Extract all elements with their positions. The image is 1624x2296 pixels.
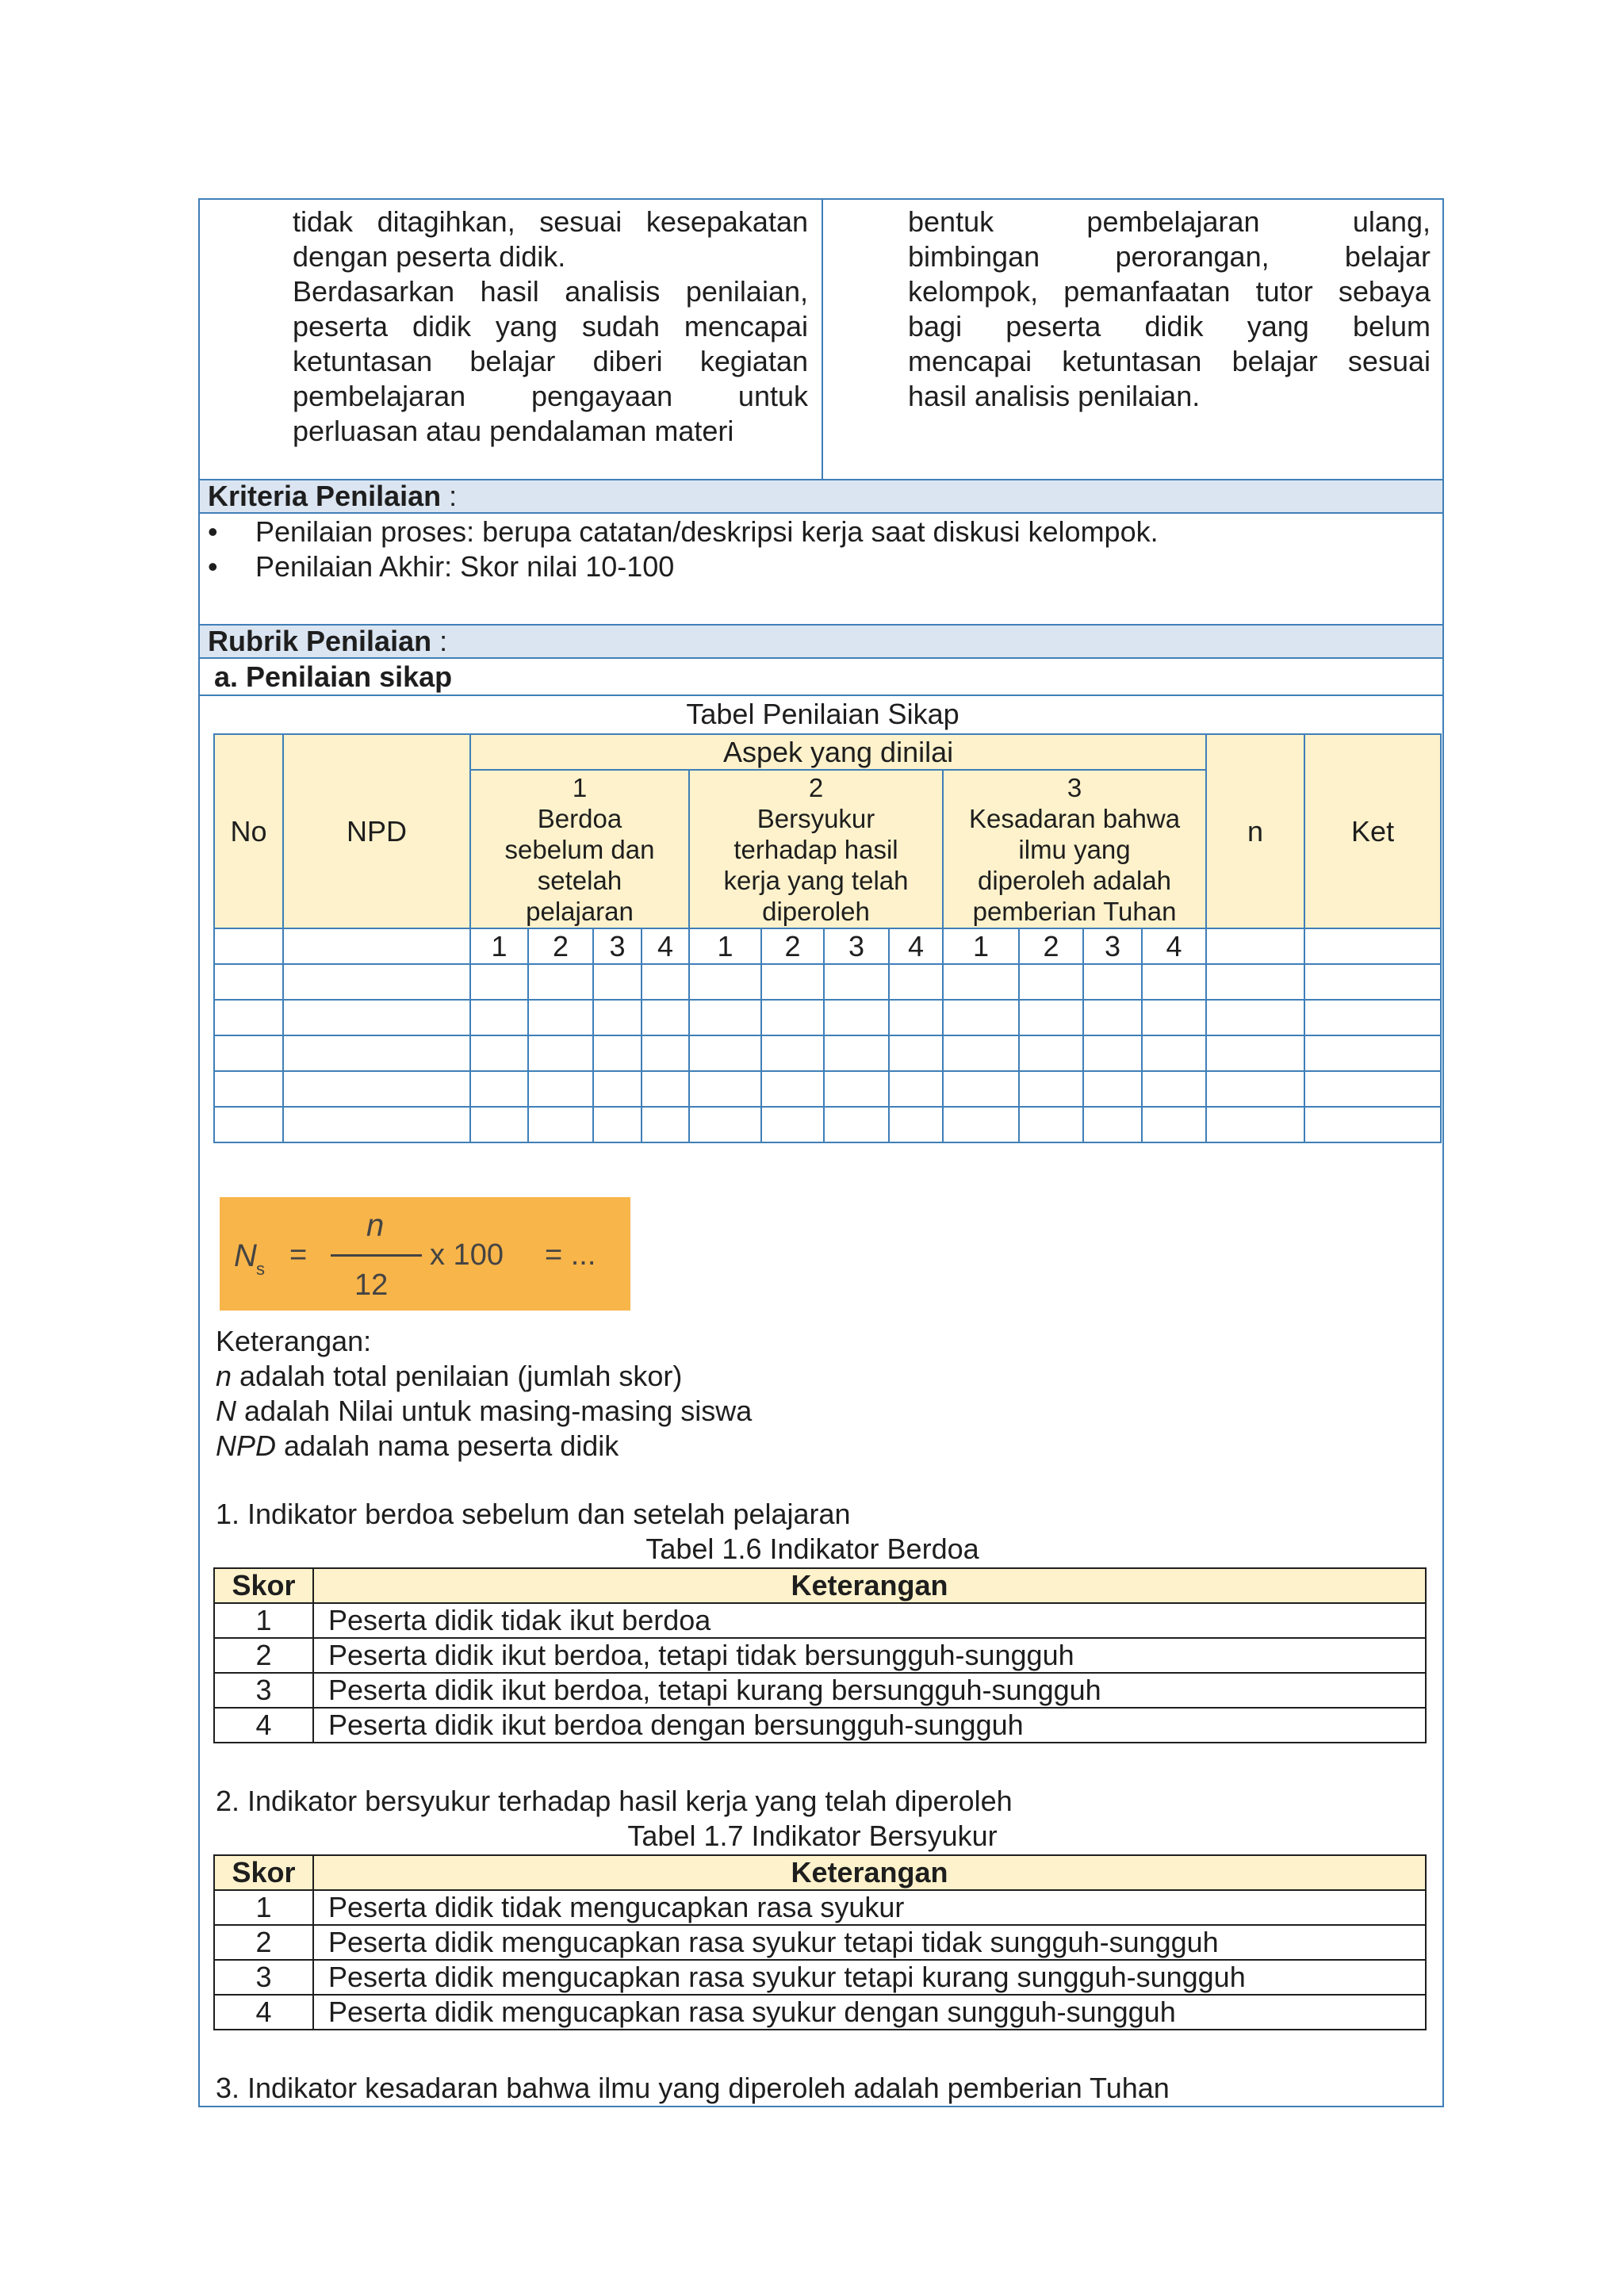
list-item: • Penilaian proses: berupa catatan/deskripsi kerja saat diskusi kelompok. <box>208 515 1159 548</box>
sikap-table <box>213 733 1442 1143</box>
aspect-1-header: 1 Berdoa sebelum dan setelah pelajaran <box>470 770 689 928</box>
indicator-1-table-title: Tabel 1.6 Indikator Berdoa <box>645 1533 979 1565</box>
right-column-text <box>908 205 1431 414</box>
col-ket: Ket <box>1304 734 1441 928</box>
indicator-bersyukur-table <box>213 1854 1427 2030</box>
table-row: 4 Peserta didik ikut berdoa dengan bersungguh-sungguh <box>214 1708 1426 1743</box>
bullet-icon: • <box>208 515 218 548</box>
column-divider <box>822 200 823 479</box>
formula-numerator: n <box>366 1208 385 1243</box>
left-line: Berdasarkan hasil analisis penilaian, <box>293 275 808 308</box>
formula-lhs-sub: s <box>256 1259 265 1279</box>
table-row: 4 Peserta didik mengucapkan rasa syukur dengan sungguh-sungguh <box>214 1995 1426 2030</box>
col-keterangan: Keterangan <box>313 1855 1426 1890</box>
table-row <box>214 1071 1441 1107</box>
right-line: bentuk pembelajaran ulang, <box>908 205 1431 238</box>
kriteria-colon: : <box>441 480 458 512</box>
indicator-2-table-title: Tabel 1.7 Indikator Bersyukur <box>627 1820 998 1852</box>
table-row <box>214 1035 1441 1071</box>
right-line: bimbingan perorangan, belajar <box>908 240 1431 273</box>
col-n: n <box>1206 734 1304 928</box>
left-line: perluasan atau pendalaman materi <box>293 415 734 447</box>
table-header-row <box>214 1855 1426 1890</box>
left-line: tidak ditagihkan, sesuai kesepakatan <box>293 205 808 238</box>
right-line: bagi peserta didik yang belum <box>908 310 1431 342</box>
right-line: hasil analisis penilaian. <box>908 380 1201 412</box>
left-line: dengan peserta didik. <box>293 240 566 273</box>
kriteria-list <box>208 515 1429 584</box>
right-line: kelompok, pemanfaatan tutor sebaya <box>908 275 1431 308</box>
fraction-bar <box>331 1254 422 1257</box>
table-row: 2 Peserta didik ikut berdoa, tetapi tidak bersungguh-sungguh <box>214 1638 1426 1673</box>
col-no: No <box>214 734 283 928</box>
keterangan-line: n adalah total penilaian (jumlah skor) <box>216 1360 683 1392</box>
aspect-2-header: 2 Bersyukur terhadap hasil kerja yang telah diperoleh <box>689 770 943 928</box>
sikap-table-title: Tabel Penilaian Sikap <box>686 698 959 730</box>
aspect-3-header: 3 Kesadaran bahwa ilmu yang diperoleh adalah pemberian Tuhan <box>943 770 1206 928</box>
indicator-3-heading: 3. Indikator kesadaran bahwa ilmu yang diperoleh adalah pemberian Tuhan <box>216 2072 1170 2104</box>
right-line: mencapai ketuntasan belajar sesuai <box>908 345 1431 377</box>
formula-equals: = <box>289 1238 308 1272</box>
left-line: ketuntasan belajar diberi kegiatan <box>293 345 808 377</box>
col-skor: Skor <box>214 1855 313 1890</box>
subheading-penilaian-sikap: a. Penilaian sikap <box>214 660 453 693</box>
table-row: 1 Peserta didik tidak ikut berdoa <box>214 1603 1426 1638</box>
score-number-row: 1 2 3 4 1 2 3 4 1 2 3 4 <box>214 928 1441 964</box>
rubrik-colon: : <box>431 625 448 657</box>
formula-lhs: N <box>234 1238 257 1273</box>
table-row: 1 Peserta didik tidak mengucapkan rasa syukur <box>214 1890 1426 1925</box>
score-formula <box>220 1197 630 1311</box>
table-row: 3 Peserta didik ikut berdoa, tetapi kurang bersungguh-sungguh <box>214 1673 1426 1708</box>
table-row <box>214 964 1441 1000</box>
rubrik-title: Rubrik Penilaian <box>208 625 432 657</box>
left-column-text <box>293 205 808 449</box>
col-npd: NPD <box>283 734 470 928</box>
bullet-icon: • <box>208 550 218 583</box>
table-row <box>214 1000 1441 1035</box>
content-frame <box>198 198 1444 2107</box>
formula-denominator: 12 <box>354 1269 389 1302</box>
keterangan-line: NPD adalah nama peserta didik <box>216 1429 619 1462</box>
table-row: 3 Peserta didik mengucapkan rasa syukur tetapi kurang sungguh-sungguh <box>214 1960 1426 1995</box>
keterangan-block <box>216 1324 1326 1464</box>
list-item: • Penilaian Akhir: Skor nilai 10-100 <box>208 550 675 583</box>
col-skor: Skor <box>214 1568 313 1603</box>
table-row: 2 Peserta didik mengucapkan rasa syukur tetapi tidak sungguh-sungguh <box>214 1925 1426 1960</box>
table-header-row <box>214 1568 1426 1603</box>
kriteria-title: Kriteria Penilaian <box>208 480 442 512</box>
indicator-1-heading: 1. Indikator berdoa sebelum dan setelah pelajaran <box>216 1498 851 1530</box>
formula-multiplier: x 100 <box>430 1238 504 1272</box>
kriteria-heading <box>200 479 1442 514</box>
indicator-2-heading: 2. Indikator bersyukur terhadap hasil kerja yang telah diperoleh <box>216 1785 1013 1817</box>
formula-result: = ... <box>545 1238 596 1272</box>
aspek-header: Aspek yang dinilai <box>470 734 1206 770</box>
indicator-berdoa-table <box>213 1567 1427 1743</box>
divider <box>200 695 1442 696</box>
keterangan-line: N adalah Nilai untuk masing-masing siswa <box>216 1395 753 1427</box>
rubrik-heading <box>200 624 1442 659</box>
keterangan-title: Keterangan: <box>216 1325 372 1357</box>
left-line: pembelajaran pengayaan untuk <box>293 380 808 412</box>
col-keterangan: Keterangan <box>313 1568 1426 1603</box>
left-line: peserta didik yang sudah mencapai <box>293 310 808 342</box>
table-row <box>214 1107 1441 1142</box>
